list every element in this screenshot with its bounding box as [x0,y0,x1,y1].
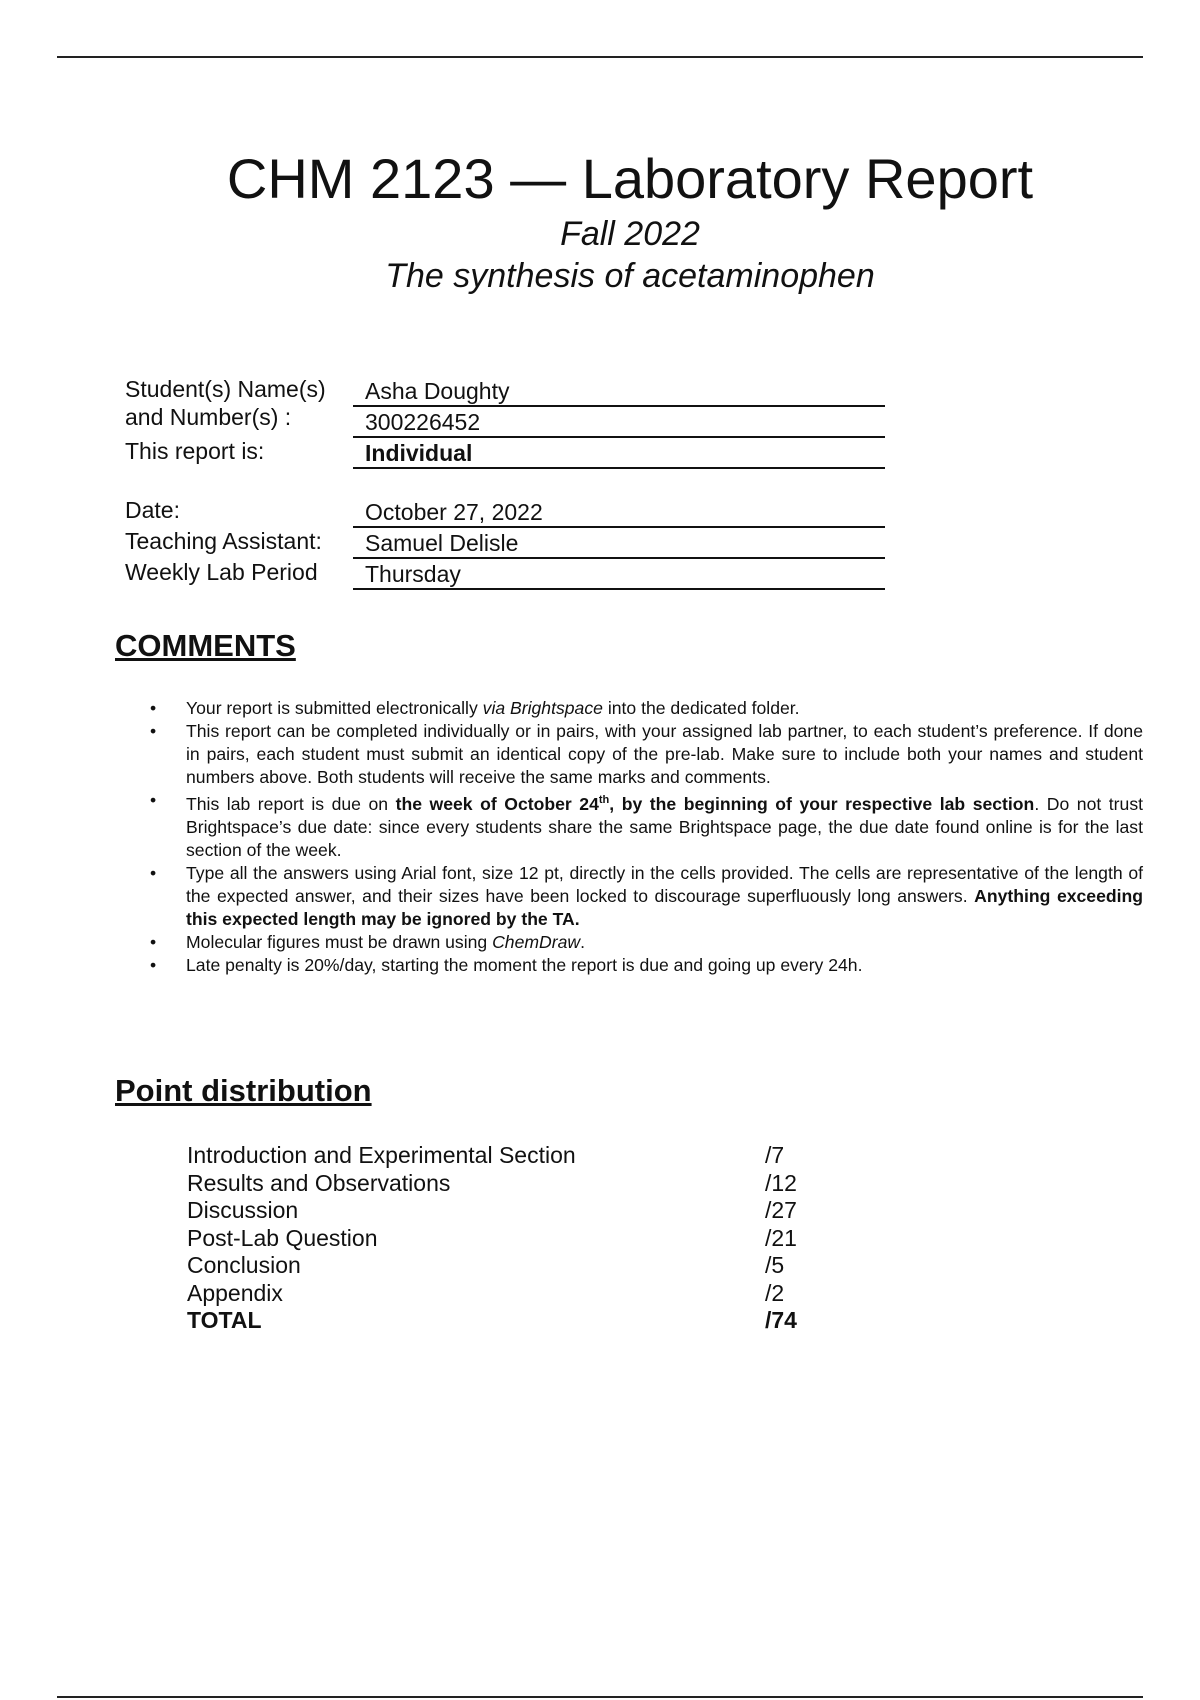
date-field[interactable]: October 27, 2022 [353,497,885,528]
comment-text: This lab report is due on [186,793,396,814]
title-block [0,146,1200,296]
points-section-name: Results and Observations [187,1169,451,1196]
comment-superscript: th [598,794,610,806]
points-section-score: /27 [765,1197,797,1223]
comment-bold: , by the beginning of your respective lab section [609,793,1035,814]
student-name-field[interactable]: Asha Doughty [353,376,885,407]
term: Fall 2022 [560,215,700,253]
points-section-name: Discussion [187,1197,299,1223]
report-type-label: This report is: [125,438,265,464]
comment-text: Molecular figures must be drawn using [186,931,493,952]
bullet-icon: • [150,790,157,810]
top-rule [57,56,1143,58]
points-section-score: /21 [765,1224,797,1251]
comment-item [148,931,1143,954]
points-section-name: Appendix [187,1279,283,1306]
points-section-name: Post-Lab Question [187,1224,378,1251]
points-total-score: /74 [765,1307,797,1333]
points-section-score: /12 [765,1169,797,1196]
points-section-name: Introduction and Experimental Section [187,1142,576,1168]
lab-period-label: Weekly Lab Period [125,559,318,585]
student-label-line1: Student(s) Name(s) [125,376,326,402]
ta-field[interactable]: Samuel Delisle [353,528,885,559]
bottom-rule [57,1696,1143,1698]
bullet-icon: • [150,931,157,952]
points-section-score: /2 [765,1279,785,1306]
comment-item [148,720,1143,789]
comment-item [148,862,1143,931]
report-type-field[interactable]: Individual [353,438,885,469]
experiment-title: The synthesis of acetaminophen [385,257,875,295]
comment-bold: Anything exceeding this expected length may be ignored by the TA. [186,885,1144,929]
points-section-score: /7 [765,1142,785,1168]
comment-italic: via Brightspace [482,698,603,718]
comment-text: . Do not trust Brightspace’s due date: since every students share the same Brightspace page, the due date found online is for the last section of the week. [186,793,1144,860]
lab-period-field[interactable]: Thursday [353,559,885,590]
comments-heading: COMMENTS [115,628,296,663]
comment-text: into the dedicated folder. [602,698,800,718]
comment-text: Your report is submitted electronically [186,698,483,718]
comments-list [148,697,1143,977]
student-label-line2: and Number(s) : [125,404,292,430]
comment-text: Type all the answers using Arial font, size 12 pt, directly in the cells provided. The cells are representative of the length of the expected answer, and their sizes have been locked to discourage superfluously long answers. [186,862,1143,906]
comment-item [148,954,1143,977]
point-distribution-heading: Point distribution [115,1073,372,1108]
comment-text: Late penalty is 20%/day, starting the moment the report is due and going up every 24h. [186,954,863,975]
points-section-name: Conclusion [187,1252,301,1278]
comment-item [148,697,1143,720]
bullet-icon: • [150,698,157,718]
student-number-field[interactable]: 300226452 [353,407,885,438]
bullet-icon: • [150,721,157,741]
ta-label: Teaching Assistant: [125,528,322,554]
points-section-score: /5 [765,1252,785,1278]
comment-text: . [580,931,585,952]
comment-italic: ChemDraw [492,931,581,952]
comment-bold: the week of October 24 [395,793,599,814]
points-total-label: TOTAL [187,1307,262,1333]
date-label: Date: [125,497,180,523]
report-title: CHM 2123 — Laboratory Report [226,147,1034,210]
bullet-icon: • [150,862,157,883]
bullet-icon: • [150,954,157,975]
comment-text: This report can be completed individually or in pairs, with your assigned lab partner, to each student’s preference. If done in pairs, each student must submit an identical copy of the pre-lab. Make sure to include both your names and student numbers above. Both students will receive the same marks and comments. [186,721,1143,787]
comment-item [148,789,1143,862]
